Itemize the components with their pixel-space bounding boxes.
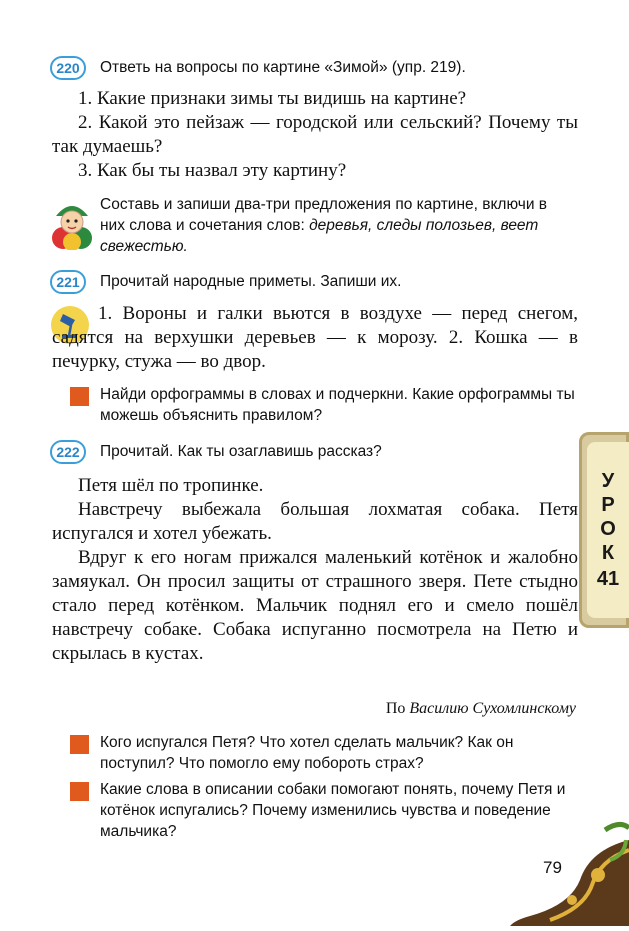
lesson-tab-label bbox=[587, 442, 629, 618]
task-221-instruction: Прочитай народные приметы. Запиши их. bbox=[100, 273, 402, 290]
exercise-number-222: 222 bbox=[50, 440, 86, 464]
author-name: Василию Сухомлинскому bbox=[409, 700, 576, 717]
corner-ornament-icon bbox=[510, 820, 629, 926]
lesson-letter: Р bbox=[601, 494, 615, 516]
task-222-question-2: Какие слова в описании собаки помогают понять, почему Петя и котёнок испугались? Почему изменились чувства и поведение мальчика? bbox=[100, 781, 566, 840]
story-paragraph-2: Навстречу выбежала большая лохматая собака. Петя испугался и хотел убежать. bbox=[52, 499, 578, 544]
lesson-letter: К bbox=[601, 542, 615, 564]
child-writing-icon bbox=[50, 198, 94, 250]
task-220-write-task bbox=[100, 194, 576, 257]
write-task-words: деревья, следы полозьев, веет свежестью. bbox=[100, 217, 539, 255]
lesson-tab bbox=[579, 432, 629, 628]
exercise-number-220: 220 bbox=[50, 56, 86, 80]
task-220-question-1: 1. Какие признаки зимы ты видишь на картине? bbox=[78, 88, 467, 109]
task-220-instruction: Ответь на вопросы по картине «Зимой» (упр. 219). bbox=[100, 59, 466, 76]
lesson-letter: О bbox=[600, 518, 616, 540]
lesson-number: 41 bbox=[596, 568, 620, 590]
story-paragraph-1: Петя шёл по тропинке. bbox=[78, 475, 264, 496]
story-attribution bbox=[300, 700, 576, 718]
task-220-question-2: 2. Какой это пейзаж — городской или сельский? Почему ты так думаешь? bbox=[52, 112, 578, 157]
exercise-number-221: 221 bbox=[50, 270, 86, 294]
task-220-question-3: 3. Как бы ты назвал эту картину? bbox=[78, 160, 347, 181]
orange-task-square-icon bbox=[70, 782, 89, 801]
orange-task-square-icon bbox=[70, 387, 89, 406]
attribution-prefix: По bbox=[385, 700, 410, 717]
write-task-text: Составь и запиши два-три предложения по картине, включи в них слова и сочетания слов: bbox=[100, 196, 548, 234]
lesson-letter: У bbox=[601, 470, 615, 492]
page-number: 79 bbox=[543, 858, 562, 877]
task-222-instruction: Прочитай. Как ты озаглавишь рассказ? bbox=[100, 443, 382, 460]
orange-task-square-icon bbox=[70, 735, 89, 754]
task-221-sayings: 1. Вороны и галки вьются в воздухе — перед снегом, садятся на верхушки деревьев — к морозу. 2. Кошка — в печурку, стужа — во двор. bbox=[52, 303, 578, 372]
task-221-subtask: Найди орфограммы в словах и подчеркни. Какие орфограммы ты можешь объяснить правилом? bbox=[100, 386, 575, 424]
task-222-question-1: Кого испугался Петя? Что хотел сделать мальчик? Как он поступил? Что помогло ему побороть страх? bbox=[100, 734, 514, 772]
story-paragraph-3: Вдруг к его ногам прижался маленький котёнок и жалобно замяукал. Он просил защиты от страшного зверя. Пете стыдно стало перед котёнком. Мальчик поднял его и смело пошёл навстречу собаке. Собака испуганно посмотрела на Петю и скрылась в кустах. bbox=[52, 547, 578, 664]
